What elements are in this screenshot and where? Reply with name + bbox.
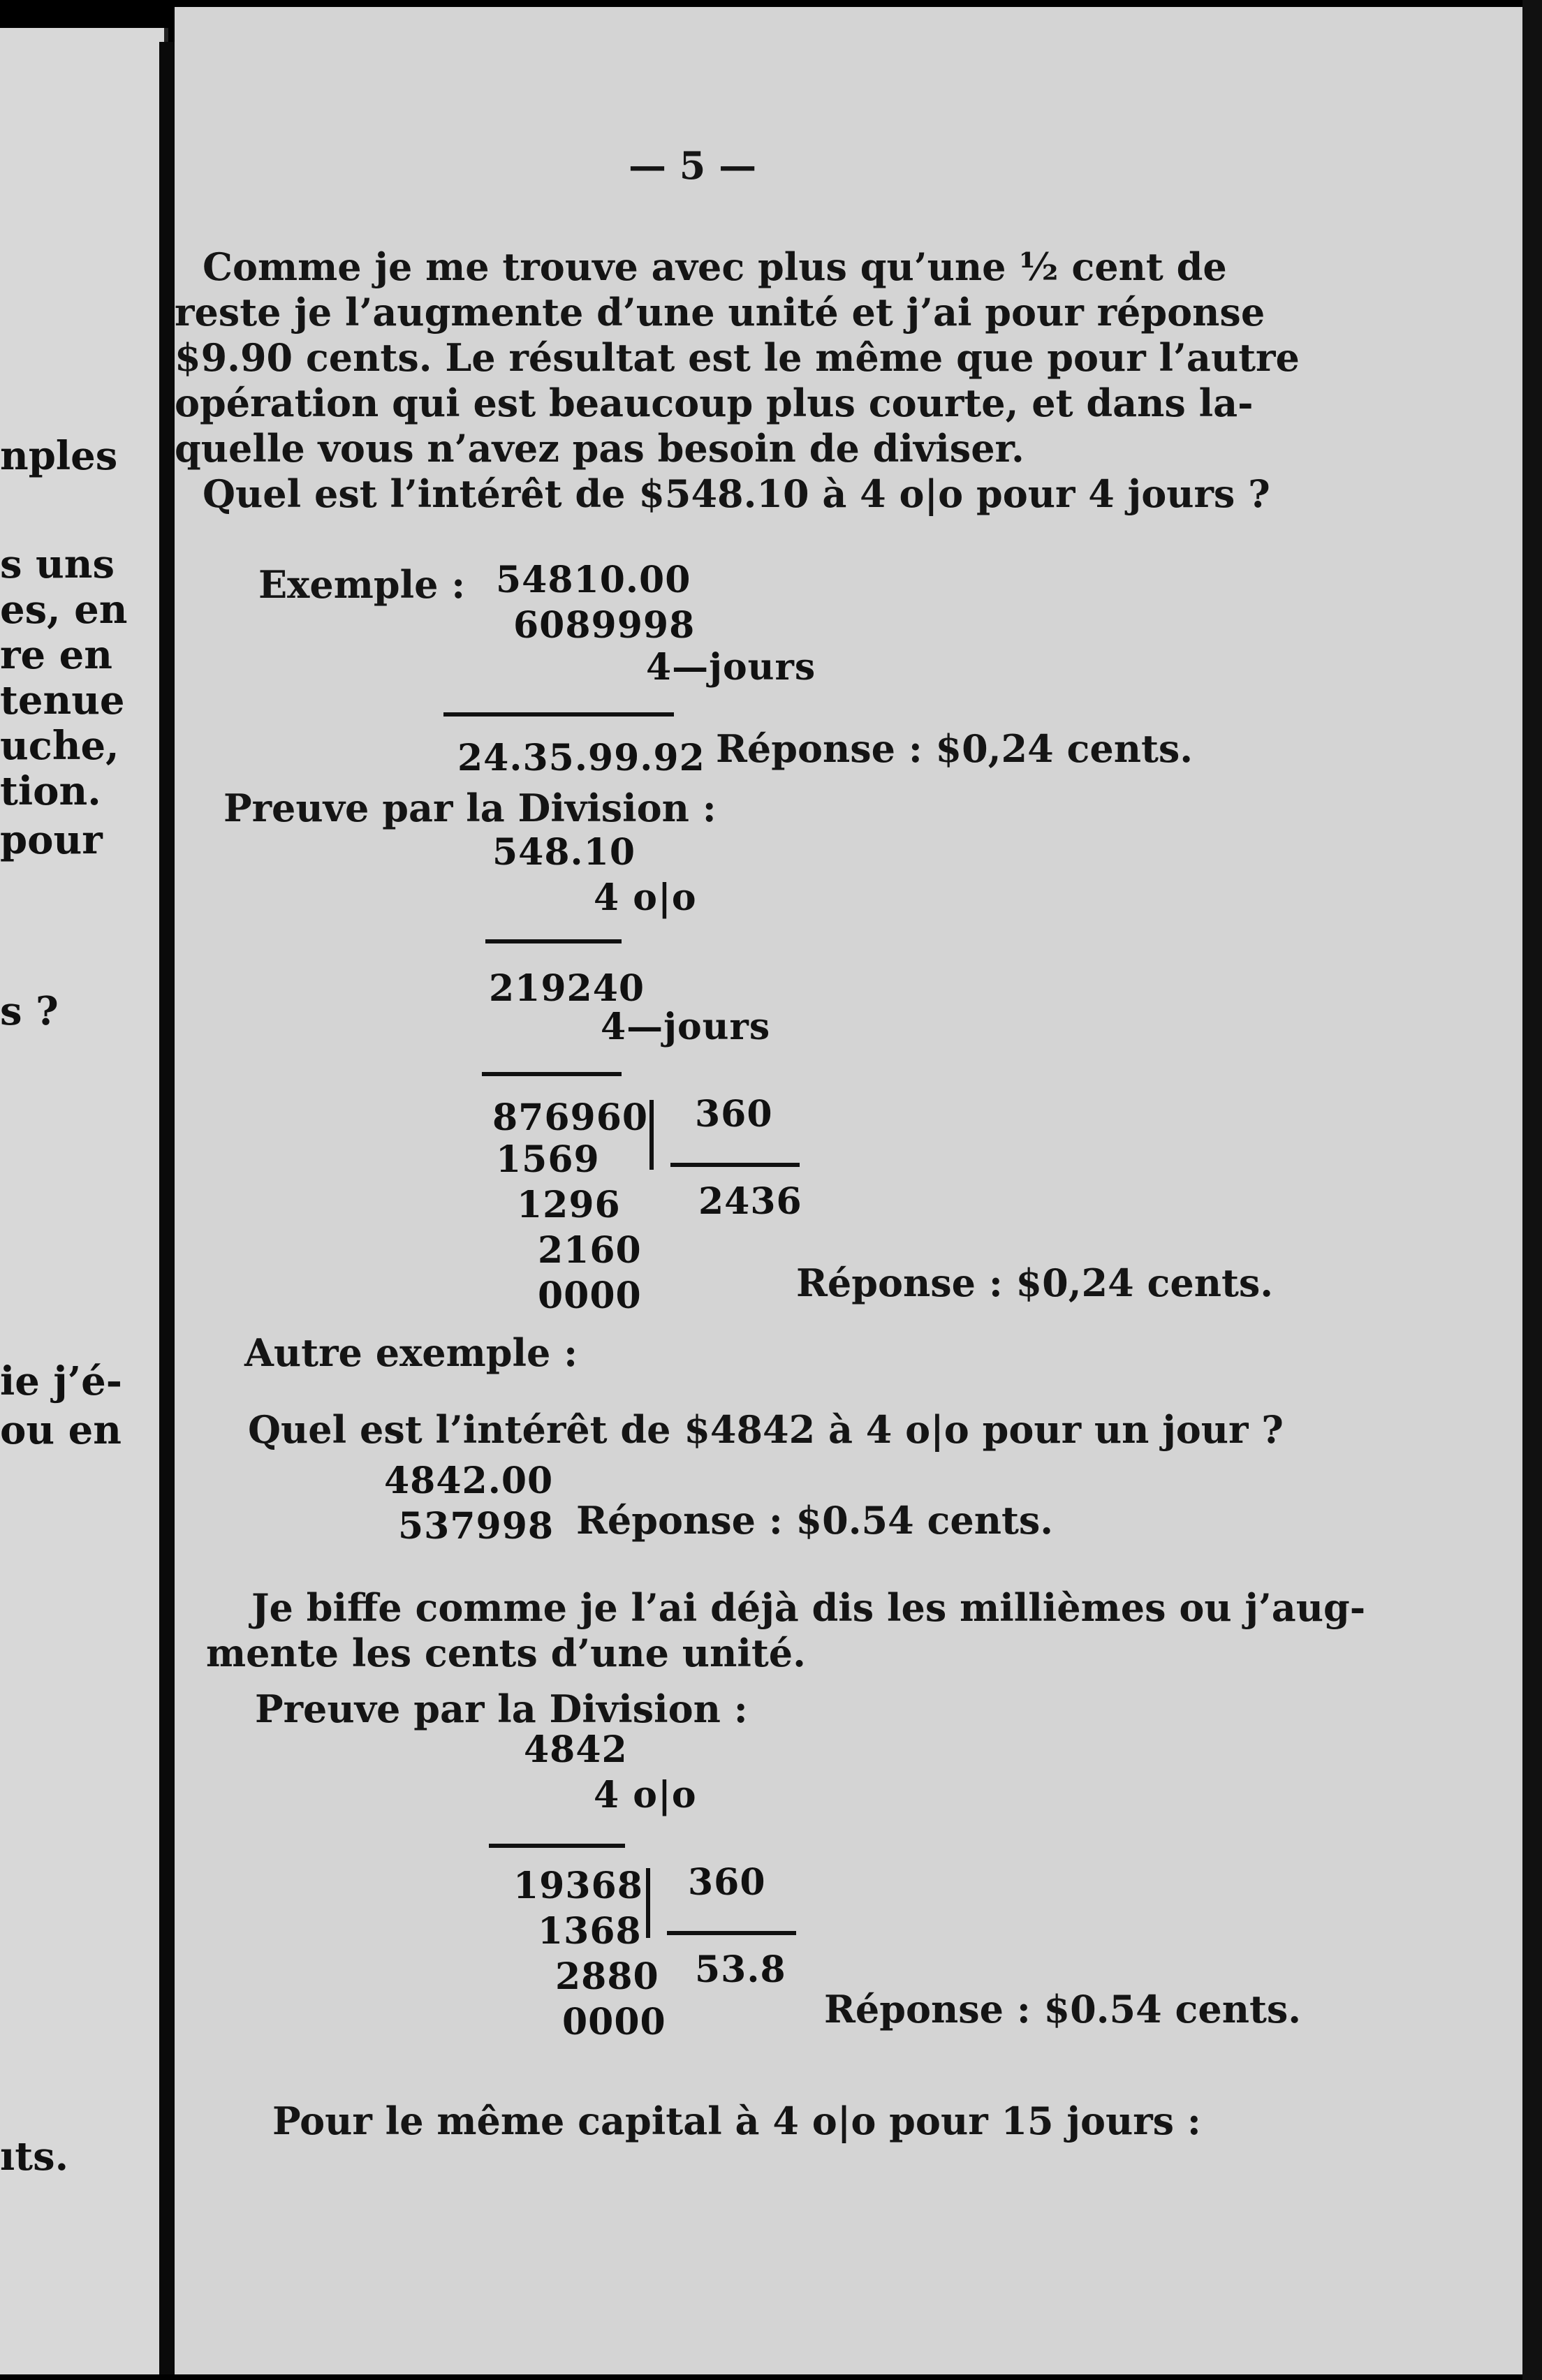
question-line: Quel est l’intérêt de $548.10 à 4 o|o pour 4 jours ?	[203, 471, 1270, 516]
left-fragment: ie j’é-	[0, 1358, 123, 1404]
calc-line: 548.10	[492, 831, 636, 874]
division-rule	[667, 1931, 796, 1935]
calc-line: 4842.00	[384, 1460, 554, 1502]
paragraph-line: Comme je me trouve avec plus qu’une ½ cent de	[203, 244, 1227, 289]
page	[175, 7, 1529, 2374]
paragraph-line: mente les cents d’une unité.	[206, 1631, 806, 1675]
division-rule	[670, 1163, 800, 1167]
remainder: 1368	[538, 1910, 642, 1953]
calc-line: 4 o|o	[594, 1774, 697, 1816]
remainder: 0000	[562, 2001, 666, 2043]
remainder: 1569	[496, 1138, 600, 1181]
left-fragment: re en	[0, 632, 112, 678]
calc-line: 4 o|o	[594, 876, 697, 919]
calc-line: 4842	[524, 1728, 628, 1771]
left-fragment: nples	[0, 433, 118, 479]
proof-label: Preuve par la Division :	[223, 786, 717, 830]
left-fragment: s uns	[0, 541, 115, 587]
example-label: Exemple :	[258, 562, 466, 607]
answer: Réponse : $0.54 cents.	[576, 1498, 1054, 1543]
divisor: 360	[688, 1861, 766, 1904]
remainder: 0000	[538, 1275, 642, 1317]
calc-line: 219240	[489, 967, 645, 1010]
left-fragment: uche,	[0, 723, 119, 769]
calc-rule	[485, 939, 622, 943]
calc-line: 54810.00	[496, 559, 691, 601]
answer: Réponse : $0,24 cents.	[716, 726, 1194, 771]
calc-line: 4—jours	[601, 1006, 771, 1048]
left-fragment: s ?	[0, 988, 59, 1034]
left-fragment: tenue	[0, 677, 125, 723]
paragraph-line: $9.90 cents. Le résultat est le même que pour l’autre	[175, 335, 1300, 380]
page-edge	[1522, 0, 1542, 2380]
answer: Réponse : $0,24 cents.	[796, 1261, 1274, 1305]
calc-rule	[443, 712, 674, 717]
final-line: Pour le même capital à 4 o|o pour 15 jours :	[272, 2099, 1201, 2143]
left-fragment: pour	[0, 817, 103, 863]
calc-line: 4—jours	[646, 646, 816, 689]
divisor: 360	[695, 1093, 773, 1136]
answer: Réponse : $0.54 cents.	[824, 1987, 1302, 2032]
calc-line: 6089998	[513, 604, 696, 647]
left-fragment: ıts.	[0, 2133, 69, 2180]
question-line: Quel est l’intérêt de $4842 à 4 o|o pour un jour ?	[248, 1407, 1284, 1452]
remainder: 1296	[517, 1184, 621, 1226]
paragraph-line: Je biffe comme je l’ai déjà dis les millièmes ou j’aug-	[251, 1585, 1366, 1630]
previous-page-strip	[0, 28, 168, 2374]
page-number: — 5 —	[629, 143, 757, 188]
calc-rule	[489, 1844, 625, 1848]
division-bar	[646, 1868, 650, 1938]
calc-rule	[482, 1072, 622, 1076]
paragraph-line: reste je l’augmente d’une unité et j’ai pour réponse	[175, 290, 1265, 335]
remainder: 2880	[555, 1955, 659, 1998]
remainder: 2160	[538, 1229, 642, 1272]
quotient: 53.8	[695, 1948, 786, 1991]
proof-label: Preuve par la Division :	[255, 1687, 748, 1731]
left-fragment: ou en	[0, 1407, 122, 1453]
left-fragment: tion.	[0, 768, 101, 814]
paragraph-line: quelle vous n’avez pas besoin de diviser.	[175, 426, 1025, 471]
section-label: Autre exemple :	[244, 1330, 578, 1375]
division-bar	[649, 1100, 654, 1170]
dividend: 19368	[513, 1865, 643, 1907]
dividend: 876960	[492, 1096, 649, 1139]
calc-result: 24.35.99.92	[457, 737, 705, 779]
left-fragment: es, en	[0, 587, 128, 633]
calc-line: 537998	[398, 1505, 555, 1548]
paragraph-line: opération qui est beaucoup plus courte, et dans la-	[175, 381, 1254, 425]
quotient: 2436	[698, 1180, 802, 1223]
